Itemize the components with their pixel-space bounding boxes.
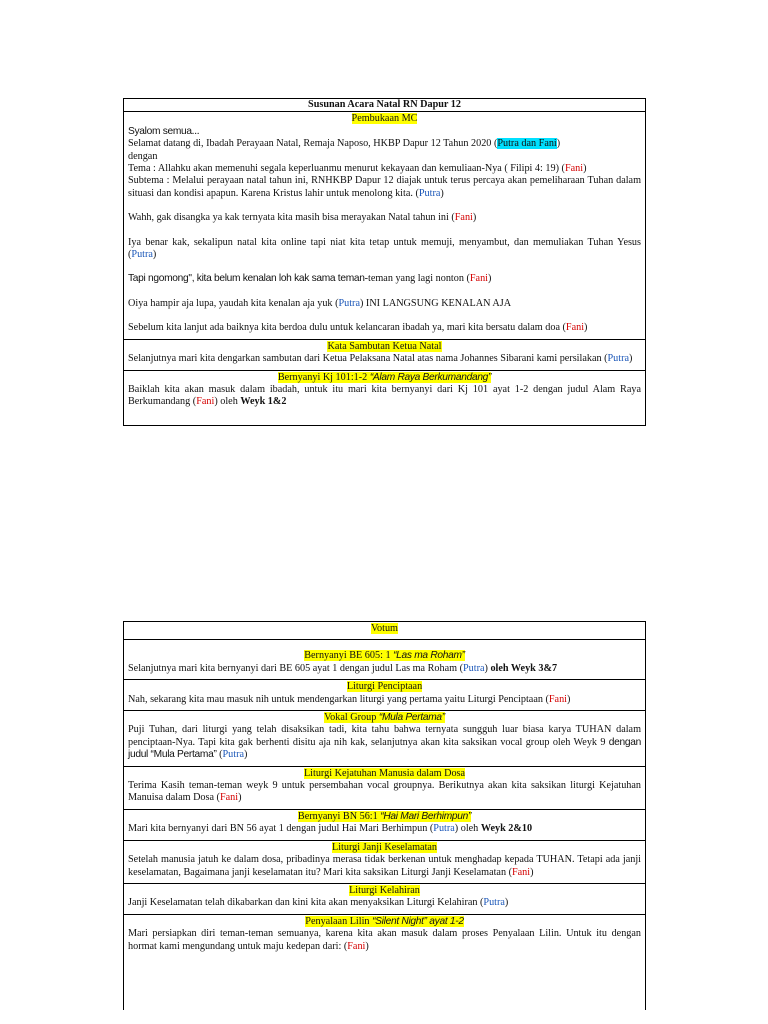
section-kata-sambutan: Kata Sambutan Ketua Natal Selanjutnya mari kita dengarkan sambutan dari Ketua Pelaksana Natal atas nama Johannes Sibarani kami persilakan (Putra): [124, 339, 645, 370]
section-penciptaan: Liturgi Penciptaan Nah, sekarang kita mau masuk nih untuk mendengarkan liturgi yang pertama yaitu Liturgi Penciptaan (Fani): [124, 679, 645, 710]
table-title: Susunan Acara Natal RN Dapur 12: [308, 99, 461, 110]
section-heading: Bernyanyi BN 56:1 “Hai Mari Berhimpun”: [297, 810, 472, 822]
section-vokal-group: Vokal Group “Mula Pertama” Puji Tuhan, dari liturgi yang telah disaksikan tadi, kita tahu bahwa ternyata sungguh luar biasa karya TUHAN dalam penciptaan-Nya. Tapi kita gak berhenti disitu aja nih kak, selanjutnya akan kita saksikan vocal group oleh Weyk 9 dengan judul “Mula Pertama” (Putra): [124, 710, 645, 766]
section-heading: Kata Sambutan Ketua Natal: [327, 340, 442, 352]
section-pembukaan: Pembukaan MC Syalom semua... Selamat datang di, Ibadah Perayaan Natal, Remaja Naposo, HKBP Dapur 12 Tahun 2020 (Putra dan Fani) dengan Tema : Allahku akan memenuhi segala keperluanmu menurut kekayaan dan kemuliaan-Nya ( Filipi 4: 19) (Fani) Subtema : Melalui perayaan natal tahun ini, RNHKBP Dapur 12 diajak untuk terus percaya akan pemeliharaan Tuhan dalam situasi dan kondisi apapun. Karena Kristus lahir untuk menolong kita. (Putra) Wahh, gak disangka ya kak ternyata kita masih bisa merayakan Natal tahun ini (Fani) Iya benar kak, sekalipun natal kita online tapi niat kita tetap untuk memuji, menyambut, dan memuliakan Tuhan Yesus (Putra) Tapi ngomong", kita belum kenalan loh kak sama teman-teman yang lagi nonton (Fani) Oiya hampir aja lupa, yaudah kita kenalan aja yuk (Putra) INI LANGSUNG KENALAN AJA Sebelum kita lanjut ada baiknya kita berdoa dulu untuk kelancaran ibadah ya, mari kita bersatu dalam doa (Fani): [124, 111, 645, 338]
section-votum: [124, 622, 645, 639]
section-heading: Bernyanyi Kj 101:1-2 “Alam Raya Berkumandang”: [277, 371, 492, 383]
section-heading: Liturgi Kelahiran: [349, 884, 420, 896]
section-kelahiran: Liturgi Kelahiran Janji Keselamatan telah dikabarkan dan kini kita akan menyaksikan Liturgi Kelahiran (Putra): [124, 883, 645, 914]
section-bn56: Bernyanyi BN 56:1 “Hai Mari Berhimpun” Mari kita bernyanyi dari BN 56 ayat 1 dengan judul Hai Mari Berhimpun (Putra) oleh Weyk 2&10: [124, 809, 645, 840]
section-heading: Votum: [371, 623, 398, 634]
section-heading: Liturgi Janji Keselamatan: [331, 841, 438, 853]
section-heading: Vokal Group “Mula Pertama”: [324, 712, 445, 724]
section-heading: Liturgi Kejatuhan Manusia dalam Dosa: [303, 767, 466, 779]
rundown-table-2: [123, 621, 646, 1010]
section-bernyanyi-kj: Bernyanyi Kj 101:1-2 “Alam Raya Berkumandang” Baiklah kita akan masuk dalam ibadah, untuk itu mari kita bernyanyi dari Kj 101 ayat 1-2 dengan judul Alam Raya Berkumandang (Fani) oleh Weyk 1&2: [124, 370, 645, 425]
rundown-table-1: [123, 98, 646, 426]
section-janji-keselamatan: Liturgi Janji Keselamatan Setelah manusia jatuh ke dalam dosa, pribadinya merasa tidak berkenan untuk menghadap kepada TUHAN. Tetapi ada janji keselamatan, Bagaimana janji keselamatan itu? Mari kita saksikan Liturgi Janji Keselamatan (Fani): [124, 840, 645, 883]
section-kejatuhan: Liturgi Kejatuhan Manusia dalam Dosa Terima Kasih teman-teman weyk 9 untuk persembahan vocal groupnya. Berikutnya akan kita saksikan liturgi Kejatuhan Manuisa dalam Dosa (Fani): [124, 766, 645, 809]
section-be605: Bernyanyi BE 605: 1 “Las ma Roham” Selanjutnya mari kita bernyanyi dari BE 605 ayat 1 dengan judul Las ma Roham (Putra) oleh Weyk 3&7: [124, 639, 645, 679]
section-heading: Penyalaan Lilin “Silent Night” ayat 1-2: [305, 915, 464, 927]
section-heading: Liturgi Penciptaan: [346, 681, 423, 693]
section-penyalaan-lilin: Penyalaan Lilin “Silent Night” ayat 1-2 Mari persiapkan diri teman-teman semuanya, karena kita akan masuk dalam proses Penyalaan Lilin. Untuk itu dengan hormat kami mengundang untuk maju kedepan dari: (Fani): [124, 914, 645, 957]
section-heading: Pembukaan MC: [351, 113, 418, 125]
section-heading: Bernyanyi BE 605: 1 “Las ma Roham”: [304, 650, 465, 662]
